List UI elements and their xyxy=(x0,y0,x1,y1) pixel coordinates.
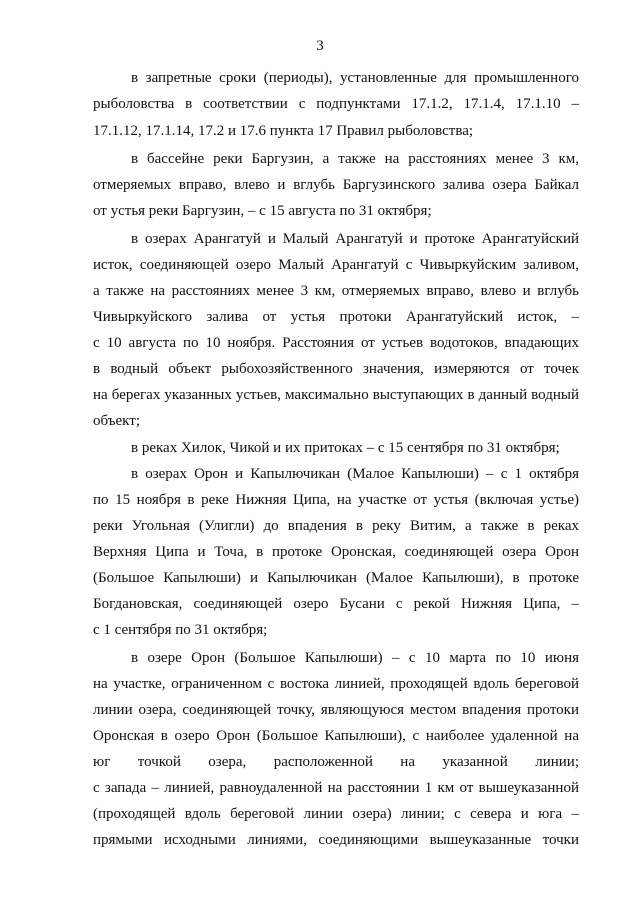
text-line: реки Угольная (Улигли) до впадения в реку Витим, а также в реках xyxy=(93,518,579,534)
text-line: от устья реки Баргузин, – с 15 августа по 31 октября; xyxy=(93,203,432,219)
text-line: на участке, ограниченном с востока линией, проходящей вдоль береговой xyxy=(93,676,579,692)
text-line: объект; xyxy=(93,413,140,429)
text-line: (проходящей вдоль береговой линии озера) линии; с севера и юга – xyxy=(93,806,579,822)
text-line: а также на расстояниях менее 3 км, отмеряемых вправо, влево и вглубь xyxy=(93,283,579,299)
text-line: в запретные сроки (периоды), установленные для промышленного xyxy=(131,70,579,86)
text-line: в бассейне реки Баргузин, а также на расстояниях менее 3 км, xyxy=(131,151,579,167)
text-line: Оронская в озеро Орон (Большое Капылюши), с наиболее удаленной на xyxy=(93,728,579,744)
text-line: юг точкой озера, расположенной на указанной линии; xyxy=(93,754,579,770)
text-line: по 15 ноября в реке Нижняя Ципа, на участке от устья (включая устье) xyxy=(93,492,579,508)
page-number: 3 xyxy=(316,38,324,54)
text-line: в реках Хилок, Чикой и их притоках – с 15 сентября по 31 октября; xyxy=(131,440,560,456)
text-line: Верхняя Ципа и Точа, в протоке Оронская, соединяющей озера Орон xyxy=(93,544,579,560)
text-line: прямыми исходными линиями, соединяющими вышеуказанные точки xyxy=(93,832,579,848)
text-line: отмеряемых вправо, влево и вглубь Баргузинского залива озера Байкал xyxy=(93,177,579,193)
text-line: с 1 сентября по 31 октября; xyxy=(93,622,268,638)
text-line: в озере Орон (Большое Капылюши) – с 10 марта по 10 июня xyxy=(131,650,579,666)
text-line: с запада – линией, равноудаленной на расстоянии 1 км от вышеуказанной xyxy=(93,780,579,796)
text-line: (Большое Капылюши) и Капылючикан (Малое Капылюши), в протоке xyxy=(93,570,579,586)
text-line: в озерах Орон и Капылючикан (Малое Капылюши) – с 1 октября xyxy=(131,466,579,482)
text-line: исток, соединяющей озеро Малый Арангатуй с Чивыркуйским заливом, xyxy=(93,257,579,273)
text-line: линии озера, соединяющей точку, являющуюся местом впадения протоки xyxy=(93,702,579,718)
text-line: Богдановская, соединяющей озеро Бусани с рекой Нижняя Ципа, – xyxy=(93,596,579,612)
text-line: с 10 августа по 10 ноября. Расстояния от устьев водотоков, впадающих xyxy=(93,335,579,351)
text-line: в водный объект рыбохозяйственного значения, измеряются от точек xyxy=(93,361,579,377)
text-line: в озерах Арангатуй и Малый Арангатуй и протоке Арангатуйский xyxy=(131,231,579,247)
text-line: на берегах указанных устьев, максимально выступающих в данный водный xyxy=(93,387,579,403)
text-line: Чивыркуйского залива от устья протоки Арангатуйский исток, – xyxy=(93,309,579,325)
text-line: 17.1.12, 17.1.14, 17.2 и 17.6 пункта 17 Правил рыболовства; xyxy=(93,123,474,139)
text-line: рыболовства в соответствии с подпунктами 17.1.2, 17.1.4, 17.1.10 – xyxy=(93,96,579,112)
